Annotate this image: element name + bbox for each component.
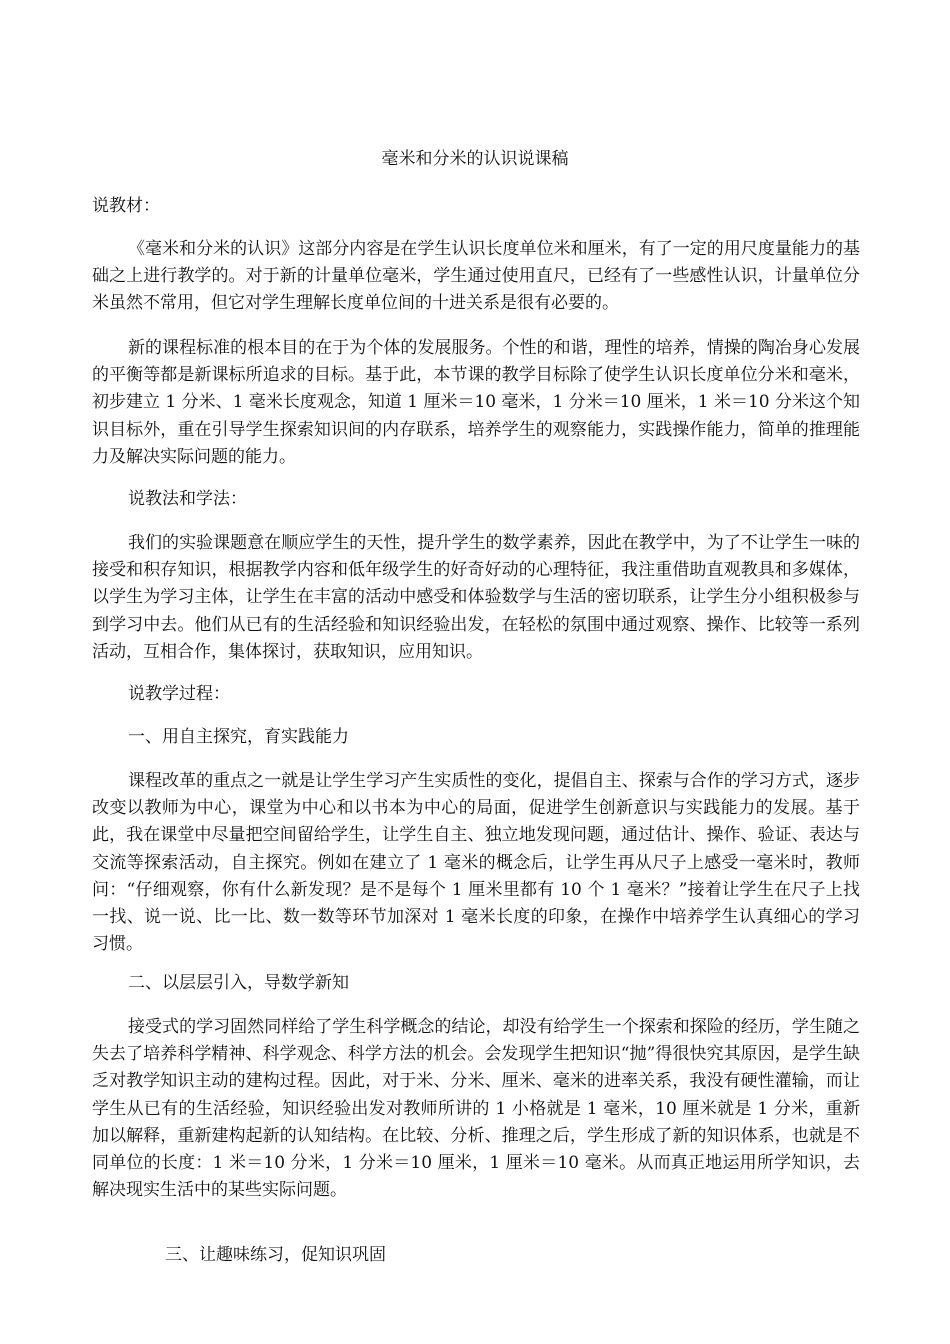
paragraph-process-2: 接受式的学习固然同样给了学生科学概念的结论，却没有给学生一个探索和探险的经历，学生随之失去了培养科学精神、科学观念、科学方法的机会。会发现学生把知识“抛”得很快究其原因，是学生缺乏对教学知识主动的建构过程。因此，对于米、分米、厘米、毫米的进率关系，我没有硬性灌输，而让学生从已有的生活经验，知识经验出发对教师所讲的 1 小格就是 1 毫米，10 厘米就是 1 分米，重新加以解释，重新建构起新的认知结构。在比较、分析、推理之后，学生形成了新的知识体系，也就是不同单位的长度：1 米＝10 分米，1 分米＝10 厘米，1 厘米＝10 毫米。从而真正地运用所学知识，去解决现实生活中的某些实际问题。 (92, 1017, 860, 1201)
paragraph-objectives: 新的课程标准的根本目的在于为个体的发展服务。个性的和谐，理性的培养，情操的陶冶身心发展的平衡等都是新课标所追求的目标。基于此，本节课的教学目标除了使学生认识长度单位分米和毫米，初步建立 1 分米、1 毫米长度观念，知道 1 厘米＝10 毫米，1 分米＝10 厘米，1 米＝10 分米这个知识目标外，重在引导学生探索知识间的内存联系，培养学生的观察能力，实践操作能力，简单的推理能力及解决实际问题的能力。 (92, 338, 861, 467)
section-heading-process: 说教学过程： (128, 684, 230, 704)
paragraph-process-1: 课程改革的重点之一就是让学生学习产生实质性的变化，提倡自主、探索与合作的学习方式，逐步改变以教师为中心，课堂为中心和以书本为中心的局面，促进学生创新意识与实践能力的发展。基于此，我在课堂中尽量把空间留给学生，让学生自主、独立地发现问题，通过估计、操作、验证、表达与交流等探索活动，自主探究。例如在建立了 1 毫米的概念后，让学生再从尺子上感受一毫米时，教师问：“仔细观察，你有什么新发现？是不是每个 1 厘米里都有 10 个 1 毫米？”接着让学生在尺子上找一找、说一说、比一比、数一数等环节加深对 1 毫米长度的印象，在操作中培养学生认真细心的学习习惯。 (92, 771, 860, 955)
paragraph-textbook: 《毫米和分米的认识》这部分内容是在学生认识长度单位米和厘米，有了一定的用尺度量能力的基础之上进行教学的。对于新的计量单位毫米，学生通过使用直尺，已经有了一些感性认识，计量单位分米虽然不常用，但它对学生理解长度单位间的十进关系是很有必要的。 (92, 239, 860, 314)
subheading-2: 二、以层层引入，导数学新知 (128, 973, 349, 993)
document-title: 毫米和分米的认识说课稿 (381, 149, 569, 169)
section-heading-textbook: 说教材： (92, 196, 160, 216)
section-heading-methods: 说教法和学法： (128, 489, 247, 509)
subheading-1: 一、用自主探究，育实践能力 (128, 727, 349, 747)
paragraph-methods: 我们的实验课题意在顺应学生的天性，提升学生的数学素养，因此在教学中，为了不让学生一味的接受和积存知识，根据教学内容和低年级学生的好奇好动的心理特征，我注重借助直观教具和多媒体，以学生为学习主体，让学生在丰富的活动中感受和体验数学与生活的密切联系，让学生分小组积极参与到学习中去。他们从已有的生活经验和知识经验出发，在轻松的氛围中通过观察、操作、比较等一系列活动，互相合作，集体探讨，获取知识，应用知识。 (92, 533, 860, 662)
subheading-3: 三、让趣味练习，促知识巩固 (165, 1245, 386, 1265)
